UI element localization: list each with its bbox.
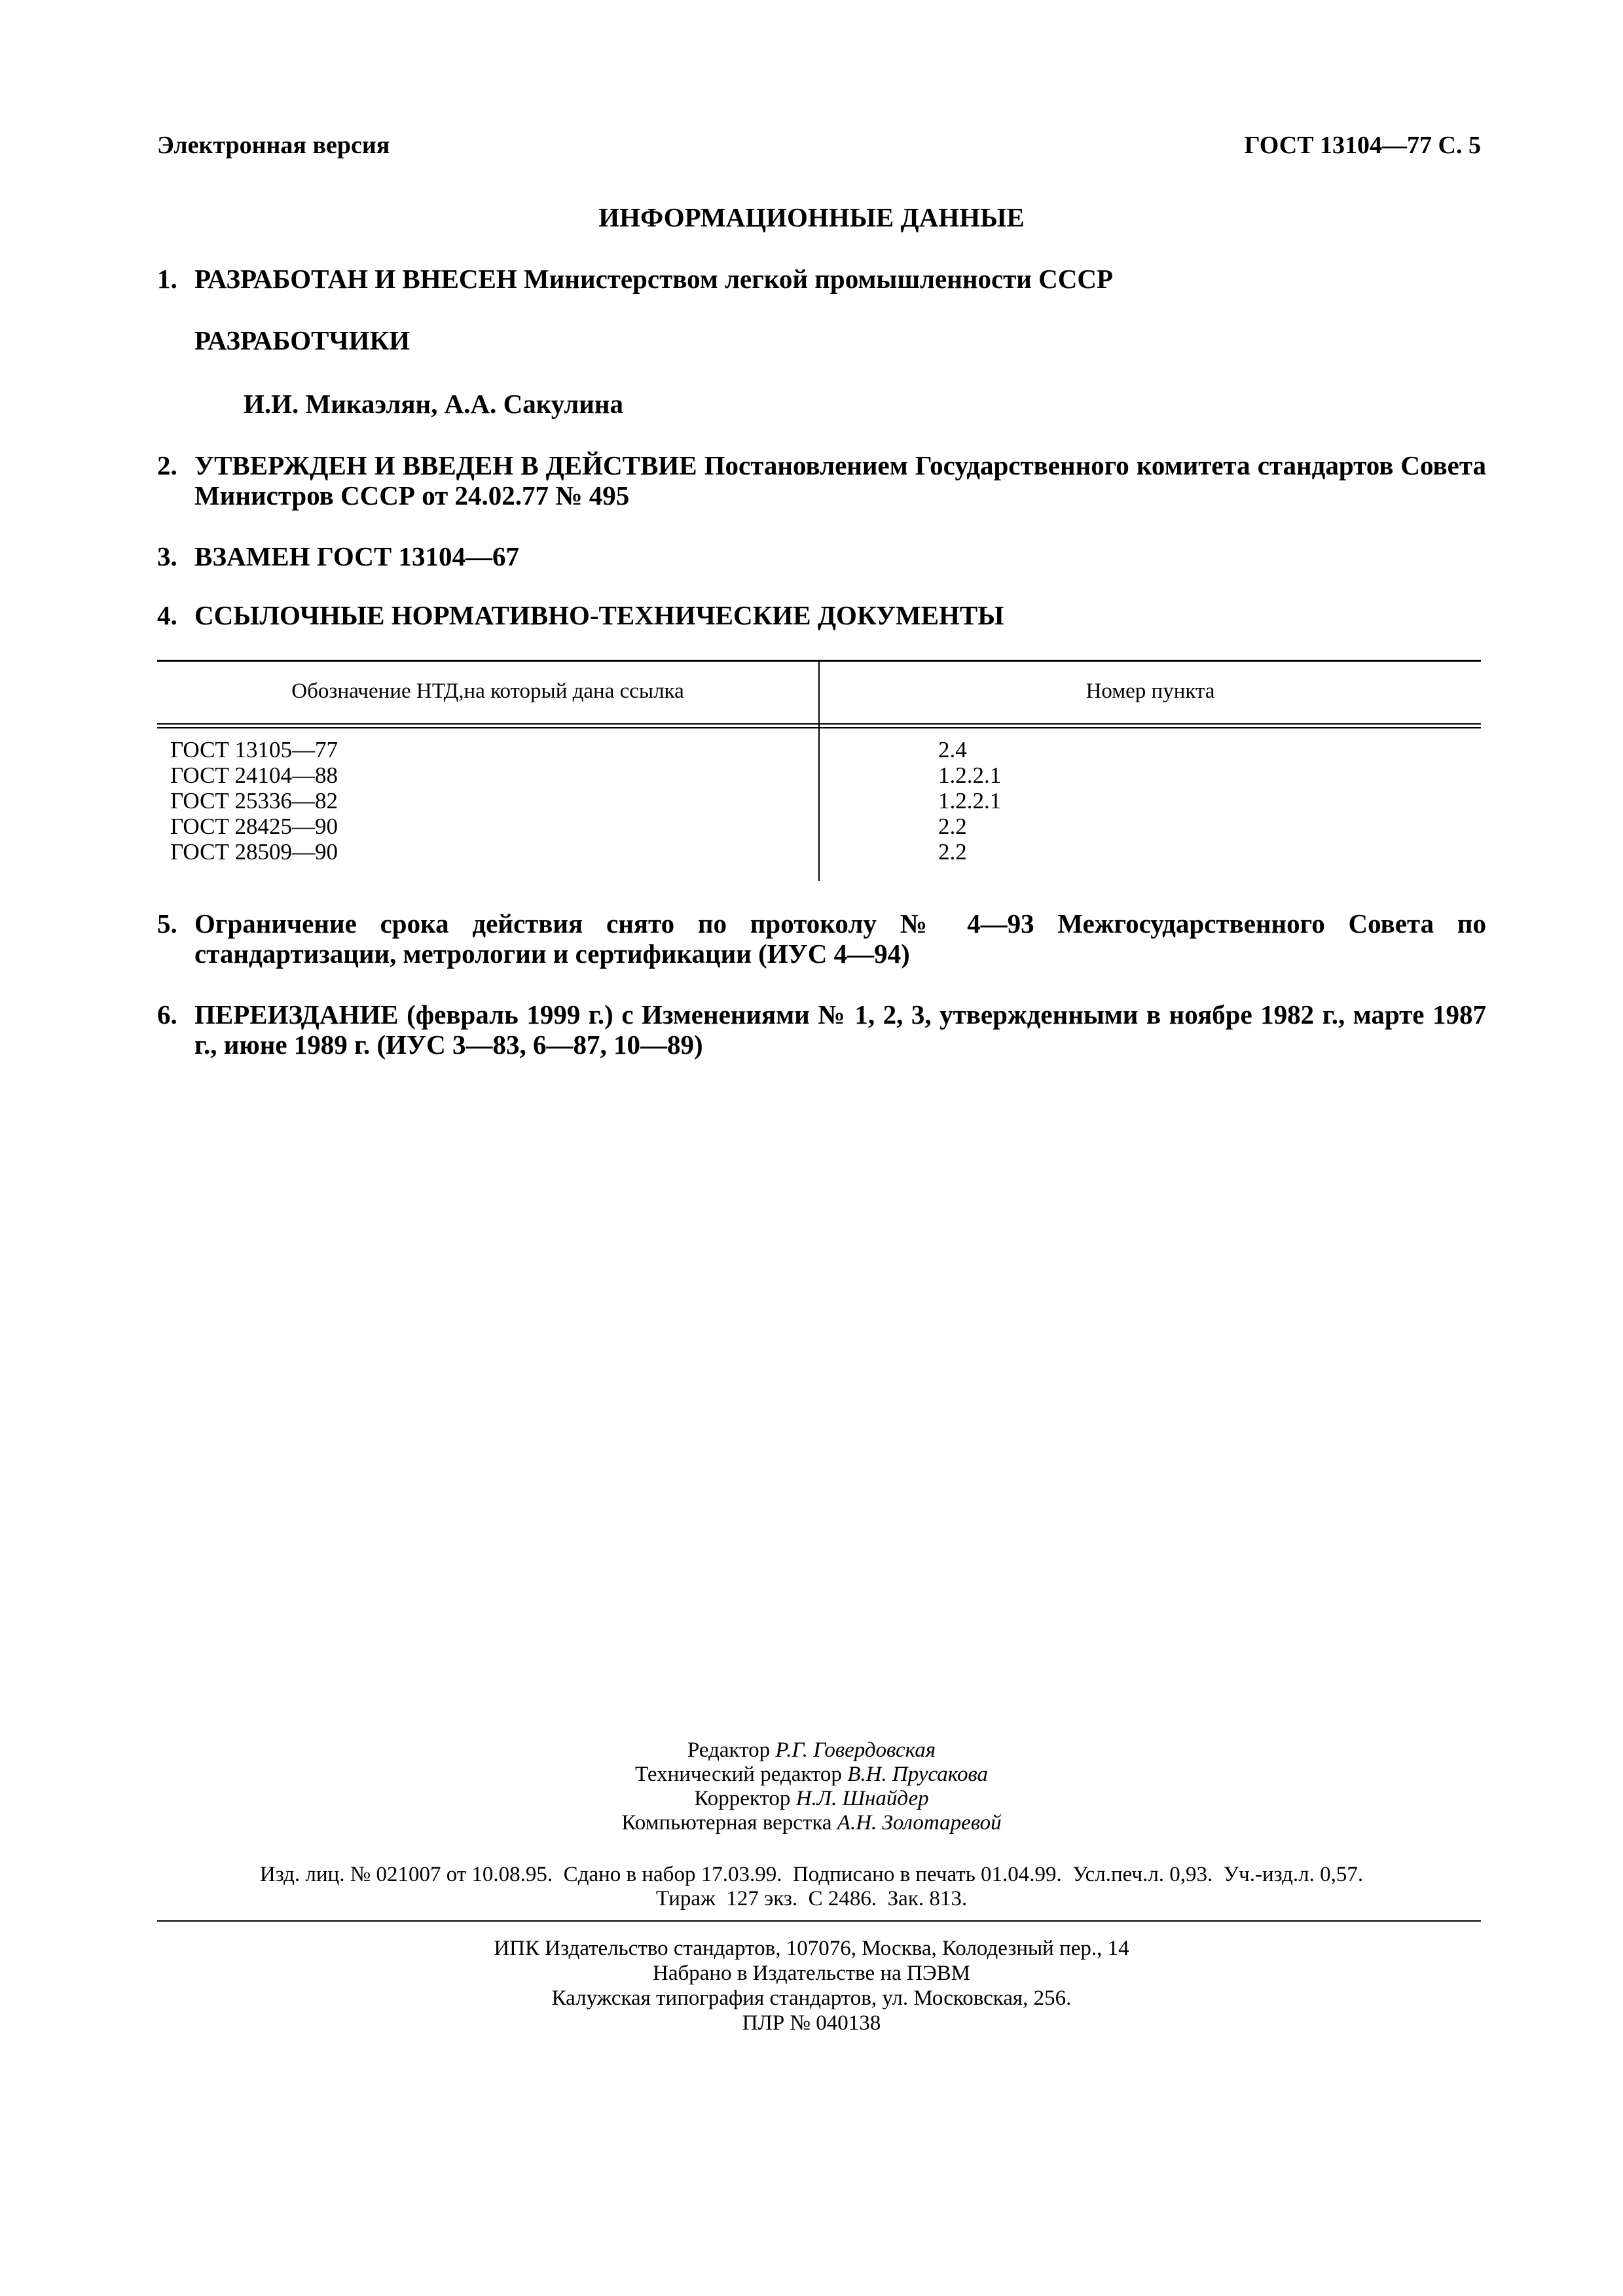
publisher-line-1: ИПК Издательство стандартов, 107076, Москва, Колодезный пер., 14 [494, 1937, 1129, 1960]
credit-editor-label: Редактор [687, 1738, 771, 1762]
imprint-block [0, 1863, 1623, 1911]
section-6-text: (февраль 1999 г.) с Изменениями № 1, 2, 3, утвержденными в ноябре 1982 г., марте 1987 г., июне 1989 г. (ИУС 3—83, 6—87, 10—89) [194, 999, 1486, 1060]
section-2-text: Постановлением Государственного комитета стандартов Совета Министров СССР от 24.02.77 № 495 [194, 450, 1486, 511]
section-4-number: 4. [157, 600, 177, 630]
table-cell-designation: ГОСТ 25336—82 [170, 788, 338, 814]
section-2-lead: УТВЕРЖДЕН И ВВЕДЕН В ДЕЙСТВИЕ [194, 450, 697, 480]
table-row [938, 737, 1001, 865]
imprint-line-2: Тираж 127 экз. С 2486. Зак. 813. [655, 1887, 968, 1910]
table-header-clause: Номер пункта [1085, 679, 1215, 703]
table-row [170, 737, 338, 865]
reference-table [157, 660, 1481, 881]
developers-label: РАЗРАБОТЧИКИ [194, 325, 410, 355]
table-header-rule-1 [157, 723, 1481, 725]
section-1-number: 1. [157, 264, 177, 294]
credit-corrector-label: Корректор [694, 1787, 791, 1810]
credit-editor-name: Р.Г. Говердовская [775, 1738, 936, 1762]
publisher-line-4: ПЛР № 040138 [742, 2011, 881, 2035]
imprint-divider [157, 1920, 1481, 1922]
publisher-line-2: Набрано в Издательстве на ПЭВМ [653, 1962, 970, 1985]
table-cell-clause: 1.2.2.1 [938, 762, 1002, 788]
section-6 [157, 999, 1486, 1060]
credit-tech-editor-label: Технический редактор [634, 1763, 842, 1786]
developers-names: И.И. Микаэлян, А.А. Сакулина [244, 389, 623, 419]
table-header-designation: Обозначение НТД,на который дана ссылка [291, 679, 684, 703]
credit-tech-editor [0, 1763, 1623, 1787]
section-4-text: ССЫЛОЧНЫЕ НОРМАТИВНО-ТЕХНИЧЕСКИЕ ДОКУМЕНТЫ [194, 600, 1004, 630]
section-3-number: 3. [157, 541, 177, 571]
credit-corrector-name: Н.Л. Шнайдер [795, 1787, 929, 1810]
section-5 [157, 908, 1486, 969]
table-cell-clause: 2.4 [938, 737, 967, 762]
publisher-block [0, 1936, 1623, 2036]
table-cell-designation: ГОСТ 28509—90 [170, 839, 338, 865]
credit-layout [0, 1811, 1623, 1835]
table-cell-clause: 2.2 [938, 839, 967, 865]
credits-block [0, 1738, 1623, 1835]
credit-editor [0, 1738, 1623, 1763]
section-1 [157, 264, 1486, 294]
header-right: ГОСТ 13104—77 С. 5 [1244, 132, 1481, 159]
section-6-lead: ПЕРЕИЗДАНИЕ [194, 999, 399, 1030]
credit-layout-label: Компьютерная верстка [621, 1811, 832, 1835]
table-header-rule-2 [157, 727, 1481, 728]
section-3 [157, 541, 1486, 571]
table-cell-designation: ГОСТ 13105—77 [170, 737, 338, 762]
section-5-number: 5. [157, 908, 177, 939]
page-title: ИНФОРМАЦИОННЫЕ ДАННЫЕ [598, 202, 1025, 232]
table-cell-clause: 1.2.2.1 [938, 788, 1002, 814]
credit-layout-name: А.Н. Золотаревой [837, 1811, 1002, 1835]
section-1-text: Министерством легкой промышленности СССР [517, 264, 1114, 294]
imprint-line-1: Изд. лиц. № 021007 от 10.08.95. Сдано в набор 17.03.99. Подписано в печать 01.04.99. Усл.печ.л. 0,93. Уч.-изд.л. 0,57. [259, 1863, 1364, 1886]
section-3-text: ВЗАМЕН ГОСТ 13104—67 [194, 541, 519, 571]
section-4 [157, 600, 1486, 630]
credit-tech-editor-name: В.Н. Прусакова [847, 1763, 989, 1786]
table-cell-designation: ГОСТ 28425—90 [170, 814, 338, 839]
publisher-line-3: Калужская типография стандартов, ул. Московская, 256. [551, 1986, 1072, 2010]
section-6-number: 6. [157, 999, 177, 1030]
section-2 [157, 450, 1486, 511]
table-cell-clause: 2.2 [938, 814, 967, 839]
table-cell-designation: ГОСТ 24104—88 [170, 762, 338, 788]
section-5-text: Ограничение срока действия снято по протоколу № 4—93 Межгосударственного Совета по стандартизации, метрологии и сертификации (ИУС 4—94) [194, 908, 1486, 969]
section-1-lead: РАЗРАБОТАН И ВНЕСЕН [194, 264, 517, 294]
section-2-number: 2. [157, 450, 177, 480]
header-left: Электронная версия [157, 132, 390, 159]
credit-corrector [0, 1787, 1623, 1811]
